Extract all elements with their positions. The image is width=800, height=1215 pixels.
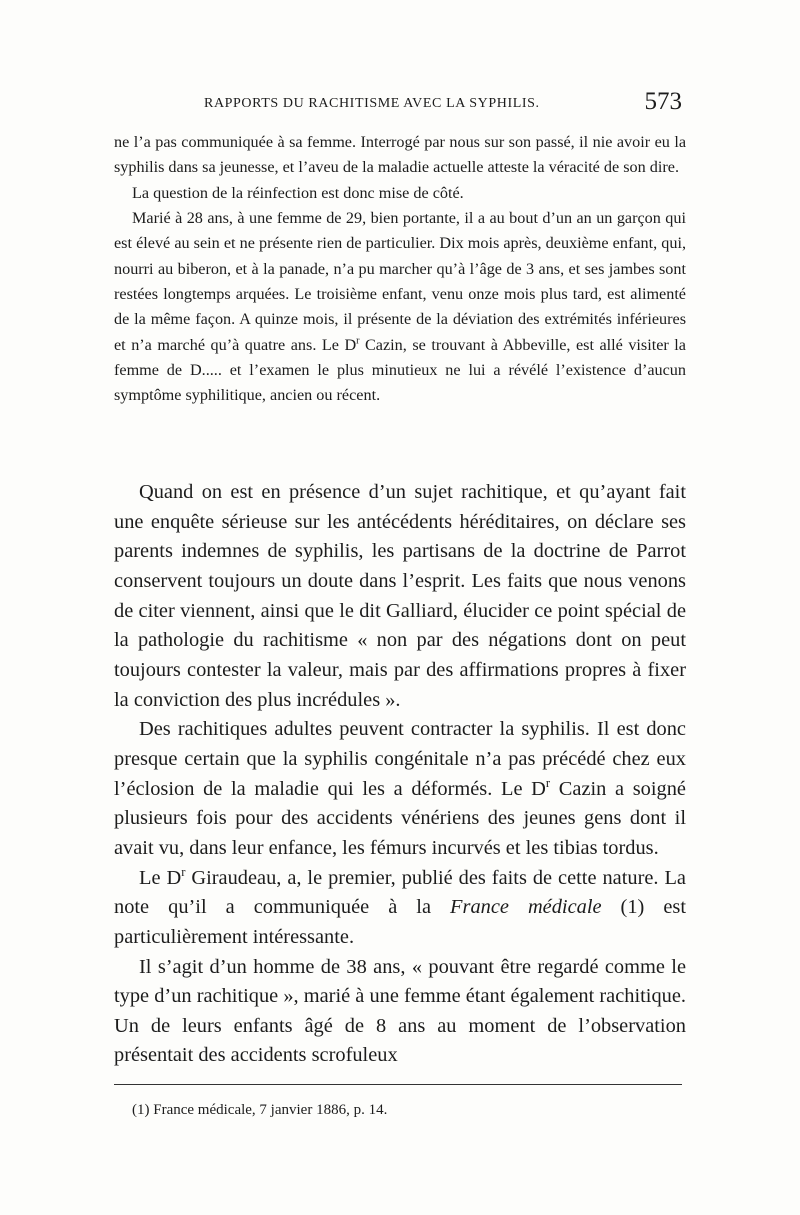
paragraph-adult-rachitics	[114, 715, 686, 863]
doctor-superscript: r	[356, 335, 360, 347]
running-header	[116, 88, 682, 124]
paragraph-parrot-doctrine: Quand on est en présence d’un sujet rachitique, et qu’ayant fait une enquête sérieuse sur les antécédents héréditaires, on déclare ses parents indemnes de syphilis, les partisans de la doctrine de Parrot conservent toujours un doute dans l’esprit. Les faits que nous venons de citer viennent, ainsi que le dit Galliard, élucider ce point spécial de la pathologie du rachitisme « non par des négations dont on peut toujours contester la valeur, mais par des affirmations propres à fixer la conviction des plus incrédules ».	[114, 481, 686, 711]
adult-rachitics-text-1: Des rachitiques adultes peuvent contracter la syphilis. Il est donc presque certain que la syphilis congénitale n’a pas précédé chez eux l’éclosion de la maladie qui les a déformés. Le D	[114, 718, 686, 800]
page-number: 573	[644, 88, 682, 115]
footnote: (1) France médicale, 7 janvier 1886, p. 14.	[132, 1102, 388, 1118]
giraudeau-text-3: (1) est particulièrement intéressante.	[114, 896, 687, 948]
case-history-text-2: Cazin, se trouvant à Abbeville, est allé visiter la femme de D..... et l’examen le plus minutieux ne lui a révélé l’existence d’aucun symptôme syphilitique, ancien ou récent.	[114, 335, 686, 405]
main-text-section	[114, 478, 686, 1071]
footnote-divider	[114, 1084, 682, 1085]
journal-title-italic: France médicale	[450, 896, 602, 919]
doctor-superscript: r	[181, 864, 186, 879]
small-print-section	[114, 130, 686, 409]
adult-rachitics-text-2: Cazin a soigné plusieurs fois pour des accidents vénériens des jeunes gens dont il avait vu, dans leur enfance, les fémurs incurvés et les tibias tordus.	[114, 777, 686, 859]
case-history-text-1: Marié à 28 ans, à une femme de 29, bien portante, il a au bout d’un an un garçon qui est élevé au sein et ne présente rien de particulier. Dix mois après, deuxième enfant, qui, nourri au biberon, et à la panade, n’a pu marcher qu’à l’âge de 3 ans, et ses jambes sont restées longtemps arquées. Le troisième enfant, venu onze mois plus tard, est alimenté de la même façon. A quinze mois, il présente de la déviation des extrémités inférieures et n’a marché qu’à quatre ans. Le D	[114, 209, 686, 354]
paragraph-case-history	[114, 206, 686, 409]
paragraph-case-38-years: Il s’agit d’un homme de 38 ans, « pouvant être regardé comme le type d’un rachitique », marié à une femme étant également rachitique. Un de leurs enfants âgé de 8 ans au moment de l’observation présentait des accidents scrofuleux	[114, 955, 686, 1067]
giraudeau-text-1: Le D	[139, 866, 182, 889]
giraudeau-text-2: Giraudeau, a, le premier, publié des faits de cette nature. La note qu’il a communiquée à la	[114, 866, 686, 919]
running-title: RAPPORTS DU RACHITISME AVEC LA SYPHILIS.	[204, 96, 540, 111]
paragraph-reinfection: La question de la réinfection est donc mise de côté.	[132, 183, 464, 202]
paragraph-continuation: ne l’a pas communiquée à sa femme. Interrogé par nous sur son passé, il nie avoir eu la syphilis dans sa jeunesse, et l’aveu de la maladie actuelle atteste la véracité de son dire.	[114, 133, 686, 177]
paragraph-giraudeau	[114, 864, 686, 953]
doctor-superscript: r	[545, 775, 551, 790]
